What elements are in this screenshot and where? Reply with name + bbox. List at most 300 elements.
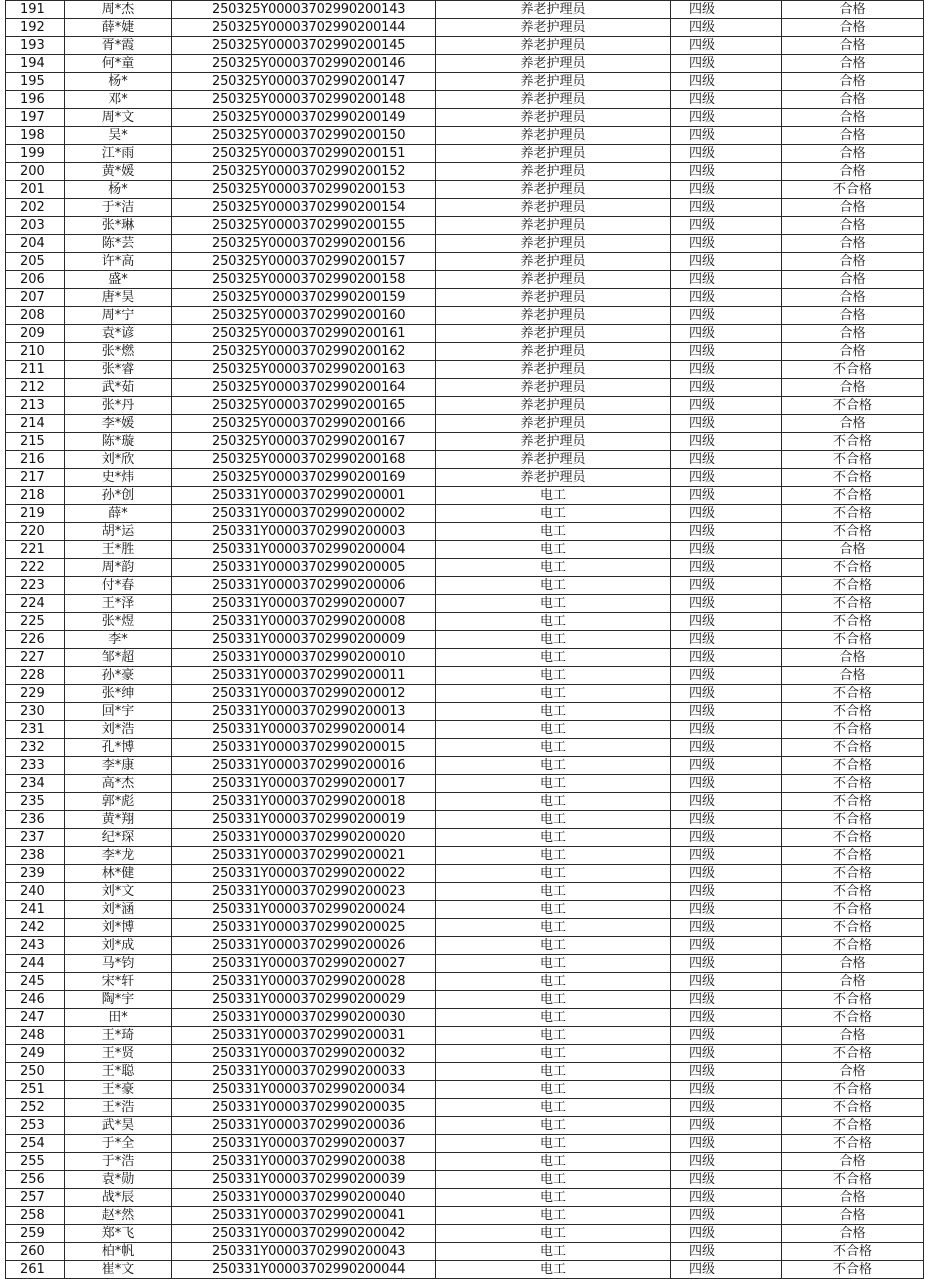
certificate-number-cell: 250331Y00003702990200014 [172,721,436,739]
skill-level-cell: 四级 [671,829,782,847]
table-row [6,595,924,613]
skill-level-cell: 四级 [671,721,782,739]
candidate-name-cell: 李*龙 [65,847,172,865]
candidate-name-cell: 王*胜 [65,541,172,559]
table-row [6,181,924,199]
certificate-number-cell: 250325Y00003702990200161 [172,325,436,343]
occupation-cell: 电工 [436,559,671,577]
table-row [6,847,924,865]
occupation-cell: 养老护理员 [436,253,671,271]
candidate-name-cell: 王*泽 [65,595,172,613]
skill-level-cell: 四级 [671,613,782,631]
skill-level-cell: 四级 [671,1243,782,1261]
row-number-cell: 234 [6,775,65,793]
row-number-cell: 206 [6,271,65,289]
certificate-number-cell: 250331Y00003702990200022 [172,865,436,883]
table-row [6,919,924,937]
candidate-name-cell: 战*辰 [65,1189,172,1207]
candidate-name-cell: 杨* [65,181,172,199]
exam-result-cell: 合格 [782,1189,924,1207]
row-number-cell: 213 [6,397,65,415]
certificate-number-cell: 250331Y00003702990200010 [172,649,436,667]
certificate-number-cell: 250331Y00003702990200002 [172,505,436,523]
exam-result-cell: 合格 [782,307,924,325]
occupation-cell: 电工 [436,937,671,955]
exam-result-cell: 不合格 [782,901,924,919]
candidate-name-cell: 林*健 [65,865,172,883]
occupation-cell: 电工 [436,1135,671,1153]
exam-result-cell: 不合格 [782,847,924,865]
skill-level-cell: 四级 [671,757,782,775]
certificate-number-cell: 250331Y00003702990200019 [172,811,436,829]
candidate-name-cell: 郭*彪 [65,793,172,811]
exam-result-cell: 不合格 [782,775,924,793]
table-row [6,469,924,487]
occupation-cell: 养老护理员 [436,397,671,415]
table-row [6,217,924,235]
exam-result-cell: 合格 [782,955,924,973]
exam-result-cell: 合格 [782,343,924,361]
candidate-name-cell: 柏*帆 [65,1243,172,1261]
row-number-cell: 245 [6,973,65,991]
candidate-name-cell: 王*聪 [65,1063,172,1081]
skill-level-cell: 四级 [671,1261,782,1279]
skill-level-cell: 四级 [671,1,782,19]
row-number-cell: 222 [6,559,65,577]
row-number-cell: 241 [6,901,65,919]
table-row [6,91,924,109]
certificate-number-cell: 250325Y00003702990200152 [172,163,436,181]
certificate-number-cell: 250325Y00003702990200147 [172,73,436,91]
table-row [6,865,924,883]
skill-level-cell: 四级 [671,577,782,595]
candidate-name-cell: 陶*宇 [65,991,172,1009]
row-number-cell: 197 [6,109,65,127]
skill-level-cell: 四级 [671,91,782,109]
row-number-cell: 196 [6,91,65,109]
certificate-number-cell: 250325Y00003702990200145 [172,37,436,55]
candidate-name-cell: 高*杰 [65,775,172,793]
candidate-name-cell: 胡*运 [65,523,172,541]
skill-level-cell: 四级 [671,793,782,811]
occupation-cell: 养老护理员 [436,199,671,217]
candidate-name-cell: 武*昊 [65,1117,172,1135]
occupation-cell: 养老护理员 [436,73,671,91]
skill-level-cell: 四级 [671,361,782,379]
skill-level-cell: 四级 [671,1171,782,1189]
occupation-cell: 电工 [436,721,671,739]
candidate-name-cell: 于*洁 [65,199,172,217]
skill-level-cell: 四级 [671,1027,782,1045]
row-number-cell: 211 [6,361,65,379]
candidate-name-cell: 武*茹 [65,379,172,397]
row-number-cell: 230 [6,703,65,721]
certificate-number-cell: 250331Y00003702990200038 [172,1153,436,1171]
exam-result-cell: 合格 [782,289,924,307]
occupation-cell: 养老护理员 [436,379,671,397]
table-row [6,361,924,379]
certificate-number-cell: 250331Y00003702990200037 [172,1135,436,1153]
table-row [6,901,924,919]
skill-level-cell: 四级 [671,973,782,991]
skill-level-cell: 四级 [671,343,782,361]
skill-level-cell: 四级 [671,163,782,181]
exam-result-cell: 合格 [782,217,924,235]
row-number-cell: 207 [6,289,65,307]
row-number-cell: 226 [6,631,65,649]
row-number-cell: 231 [6,721,65,739]
table-row [6,271,924,289]
row-number-cell: 249 [6,1045,65,1063]
candidate-name-cell: 付*春 [65,577,172,595]
candidate-name-cell: 于*浩 [65,1153,172,1171]
table-row [6,721,924,739]
row-number-cell: 243 [6,937,65,955]
candidate-name-cell: 陈*芸 [65,235,172,253]
certificate-number-cell: 250325Y00003702990200150 [172,127,436,145]
certificate-number-cell: 250331Y00003702990200030 [172,1009,436,1027]
row-number-cell: 250 [6,1063,65,1081]
row-number-cell: 201 [6,181,65,199]
skill-level-cell: 四级 [671,1207,782,1225]
certificate-number-cell: 250331Y00003702990200041 [172,1207,436,1225]
skill-level-cell: 四级 [671,415,782,433]
exam-result-cell: 合格 [782,1207,924,1225]
certificate-number-cell: 250325Y00003702990200153 [172,181,436,199]
occupation-cell: 养老护理员 [436,181,671,199]
candidate-name-cell: 马*钧 [65,955,172,973]
table-row [6,1063,924,1081]
certificate-number-cell: 250325Y00003702990200164 [172,379,436,397]
occupation-cell: 养老护理员 [436,217,671,235]
skill-level-cell: 四级 [671,109,782,127]
skill-level-cell: 四级 [671,127,782,145]
certificate-number-cell: 250331Y00003702990200042 [172,1225,436,1243]
exam-result-cell: 不合格 [782,595,924,613]
table-row [6,1,924,19]
exam-result-cell: 不合格 [782,883,924,901]
occupation-cell: 电工 [436,595,671,613]
candidate-name-cell: 陈*璇 [65,433,172,451]
row-number-cell: 232 [6,739,65,757]
occupation-cell: 养老护理员 [436,163,671,181]
occupation-cell: 电工 [436,793,671,811]
occupation-cell: 电工 [436,1063,671,1081]
occupation-cell: 电工 [436,847,671,865]
row-number-cell: 258 [6,1207,65,1225]
occupation-cell: 养老护理员 [436,145,671,163]
candidate-name-cell: 袁*勋 [65,1171,172,1189]
skill-level-cell: 四级 [671,541,782,559]
skill-level-cell: 四级 [671,523,782,541]
occupation-cell: 电工 [436,541,671,559]
skill-level-cell: 四级 [671,73,782,91]
occupation-cell: 电工 [436,1009,671,1027]
candidate-name-cell: 黄*翔 [65,811,172,829]
occupation-cell: 养老护理员 [436,109,671,127]
certificate-number-cell: 250331Y00003702990200035 [172,1099,436,1117]
candidate-name-cell: 王*贤 [65,1045,172,1063]
certificate-number-cell: 250325Y00003702990200146 [172,55,436,73]
candidate-name-cell: 纪*琛 [65,829,172,847]
occupation-cell: 电工 [436,523,671,541]
occupation-cell: 电工 [436,865,671,883]
skill-level-cell: 四级 [671,505,782,523]
skill-level-cell: 四级 [671,739,782,757]
exam-result-cell: 不合格 [782,811,924,829]
occupation-cell: 电工 [436,613,671,631]
row-number-cell: 215 [6,433,65,451]
candidate-name-cell: 刘*欣 [65,451,172,469]
certificate-number-cell: 250331Y00003702990200032 [172,1045,436,1063]
row-number-cell: 233 [6,757,65,775]
certificate-number-cell: 250331Y00003702990200023 [172,883,436,901]
candidate-name-cell: 孔*博 [65,739,172,757]
candidate-name-cell: 王*豪 [65,1081,172,1099]
table-row [6,703,924,721]
exam-result-cell: 不合格 [782,433,924,451]
occupation-cell: 电工 [436,829,671,847]
table-row [6,1189,924,1207]
certificate-number-cell: 250331Y00003702990200025 [172,919,436,937]
exam-result-cell: 不合格 [782,631,924,649]
row-number-cell: 235 [6,793,65,811]
certificate-number-cell: 250331Y00003702990200043 [172,1243,436,1261]
occupation-cell: 养老护理员 [436,451,671,469]
table-row [6,397,924,415]
occupation-cell: 电工 [436,1225,671,1243]
candidate-name-cell: 郑*飞 [65,1225,172,1243]
candidate-name-cell: 张*睿 [65,361,172,379]
exam-result-cell: 合格 [782,667,924,685]
candidate-name-cell: 胥*霞 [65,37,172,55]
certificate-number-cell: 250331Y00003702990200029 [172,991,436,1009]
row-number-cell: 237 [6,829,65,847]
row-number-cell: 239 [6,865,65,883]
skill-level-cell: 四级 [671,1225,782,1243]
table-row [6,235,924,253]
certificate-number-cell: 250331Y00003702990200007 [172,595,436,613]
table-row [6,415,924,433]
occupation-cell: 电工 [436,1081,671,1099]
row-number-cell: 192 [6,19,65,37]
occupation-cell: 电工 [436,631,671,649]
exam-result-cell: 不合格 [782,451,924,469]
occupation-cell: 电工 [436,1207,671,1225]
skill-level-cell: 四级 [671,883,782,901]
exam-result-cell: 不合格 [782,739,924,757]
occupation-cell: 养老护理员 [436,307,671,325]
certificate-number-cell: 250325Y00003702990200156 [172,235,436,253]
table-row [6,739,924,757]
certificate-number-cell: 250331Y00003702990200028 [172,973,436,991]
results-table [5,0,924,1279]
table-row [6,379,924,397]
skill-level-cell: 四级 [671,901,782,919]
exam-result-cell: 不合格 [782,523,924,541]
certificate-number-cell: 250325Y00003702990200162 [172,343,436,361]
occupation-cell: 养老护理员 [436,127,671,145]
exam-result-cell: 合格 [782,91,924,109]
exam-result-cell: 合格 [782,271,924,289]
certificate-number-cell: 250331Y00003702990200012 [172,685,436,703]
candidate-name-cell: 于*全 [65,1135,172,1153]
skill-level-cell: 四级 [671,559,782,577]
exam-result-cell: 不合格 [782,1243,924,1261]
table-row [6,685,924,703]
certificate-number-cell: 250331Y00003702990200027 [172,955,436,973]
candidate-name-cell: 许*高 [65,253,172,271]
skill-level-cell: 四级 [671,955,782,973]
row-number-cell: 251 [6,1081,65,1099]
occupation-cell: 电工 [436,649,671,667]
candidate-name-cell: 薛* [65,505,172,523]
row-number-cell: 220 [6,523,65,541]
exam-result-cell: 合格 [782,199,924,217]
table-row [6,73,924,91]
row-number-cell: 202 [6,199,65,217]
skill-level-cell: 四级 [671,469,782,487]
exam-result-cell: 合格 [782,541,924,559]
candidate-name-cell: 何*童 [65,55,172,73]
certificate-number-cell: 250325Y00003702990200154 [172,199,436,217]
table-row [6,451,924,469]
table-row [6,505,924,523]
row-number-cell: 195 [6,73,65,91]
table-row [6,991,924,1009]
certificate-number-cell: 250331Y00003702990200034 [172,1081,436,1099]
table-row [6,253,924,271]
row-number-cell: 219 [6,505,65,523]
table-row [6,757,924,775]
certificate-number-cell: 250325Y00003702990200160 [172,307,436,325]
row-number-cell: 218 [6,487,65,505]
candidate-name-cell: 袁*谚 [65,325,172,343]
candidate-name-cell: 张*丹 [65,397,172,415]
row-number-cell: 228 [6,667,65,685]
occupation-cell: 电工 [436,1045,671,1063]
candidate-name-cell: 回*宇 [65,703,172,721]
exam-result-cell: 合格 [782,973,924,991]
exam-result-cell: 不合格 [782,397,924,415]
certificate-number-cell: 250325Y00003702990200159 [172,289,436,307]
row-number-cell: 194 [6,55,65,73]
occupation-cell: 养老护理员 [436,343,671,361]
skill-level-cell: 四级 [671,451,782,469]
row-number-cell: 221 [6,541,65,559]
table-row [6,1171,924,1189]
candidate-name-cell: 薛*婕 [65,19,172,37]
table-row [6,1207,924,1225]
exam-result-cell: 不合格 [782,1081,924,1099]
occupation-cell: 电工 [436,487,671,505]
exam-result-cell: 不合格 [782,487,924,505]
certificate-number-cell: 250325Y00003702990200155 [172,217,436,235]
skill-level-cell: 四级 [671,991,782,1009]
skill-level-cell: 四级 [671,1099,782,1117]
table-row [6,631,924,649]
candidate-name-cell: 宋*轩 [65,973,172,991]
occupation-cell: 电工 [436,577,671,595]
candidate-name-cell: 刘*浩 [65,721,172,739]
table-row [6,1009,924,1027]
occupation-cell: 电工 [436,955,671,973]
exam-result-cell: 不合格 [782,991,924,1009]
candidate-name-cell: 刘*成 [65,937,172,955]
skill-level-cell: 四级 [671,145,782,163]
occupation-cell: 电工 [436,1117,671,1135]
certificate-number-cell: 250331Y00003702990200036 [172,1117,436,1135]
table-row [6,1261,924,1279]
occupation-cell: 养老护理员 [436,289,671,307]
occupation-cell: 养老护理员 [436,271,671,289]
row-number-cell: 191 [6,1,65,19]
row-number-cell: 204 [6,235,65,253]
table-row [6,613,924,631]
table-row [6,289,924,307]
candidate-name-cell: 张*燃 [65,343,172,361]
certificate-number-cell: 250331Y00003702990200015 [172,739,436,757]
candidate-name-cell: 周*文 [65,109,172,127]
exam-result-cell: 不合格 [782,865,924,883]
table-row [6,433,924,451]
exam-result-cell: 不合格 [782,919,924,937]
certificate-number-cell: 250331Y00003702990200020 [172,829,436,847]
row-number-cell: 216 [6,451,65,469]
skill-level-cell: 四级 [671,379,782,397]
exam-result-cell: 合格 [782,55,924,73]
row-number-cell: 229 [6,685,65,703]
exam-result-cell: 不合格 [782,181,924,199]
table-row [6,955,924,973]
row-number-cell: 214 [6,415,65,433]
row-number-cell: 199 [6,145,65,163]
table-row [6,163,924,181]
row-number-cell: 240 [6,883,65,901]
exam-result-cell: 不合格 [782,1117,924,1135]
table-row [6,343,924,361]
candidate-name-cell: 刘*文 [65,883,172,901]
skill-level-cell: 四级 [671,307,782,325]
row-number-cell: 236 [6,811,65,829]
exam-result-cell: 不合格 [782,757,924,775]
occupation-cell: 电工 [436,1261,671,1279]
row-number-cell: 198 [6,127,65,145]
exam-result-cell: 不合格 [782,1135,924,1153]
exam-result-cell: 合格 [782,37,924,55]
exam-result-cell: 合格 [782,1225,924,1243]
skill-level-cell: 四级 [671,1045,782,1063]
table-row [6,37,924,55]
skill-level-cell: 四级 [671,919,782,937]
candidate-name-cell: 张*煜 [65,613,172,631]
skill-level-cell: 四级 [671,685,782,703]
certificate-number-cell: 250331Y00003702990200024 [172,901,436,919]
candidate-name-cell: 邓* [65,91,172,109]
skill-level-cell: 四级 [671,1081,782,1099]
table-row [6,811,924,829]
row-number-cell: 259 [6,1225,65,1243]
skill-level-cell: 四级 [671,55,782,73]
table-row [6,1099,924,1117]
certificate-number-cell: 250325Y00003702990200143 [172,1,436,19]
exam-result-cell: 不合格 [782,721,924,739]
table-row [6,793,924,811]
skill-level-cell: 四级 [671,631,782,649]
occupation-cell: 电工 [436,685,671,703]
occupation-cell: 电工 [436,1171,671,1189]
table-row [6,1225,924,1243]
